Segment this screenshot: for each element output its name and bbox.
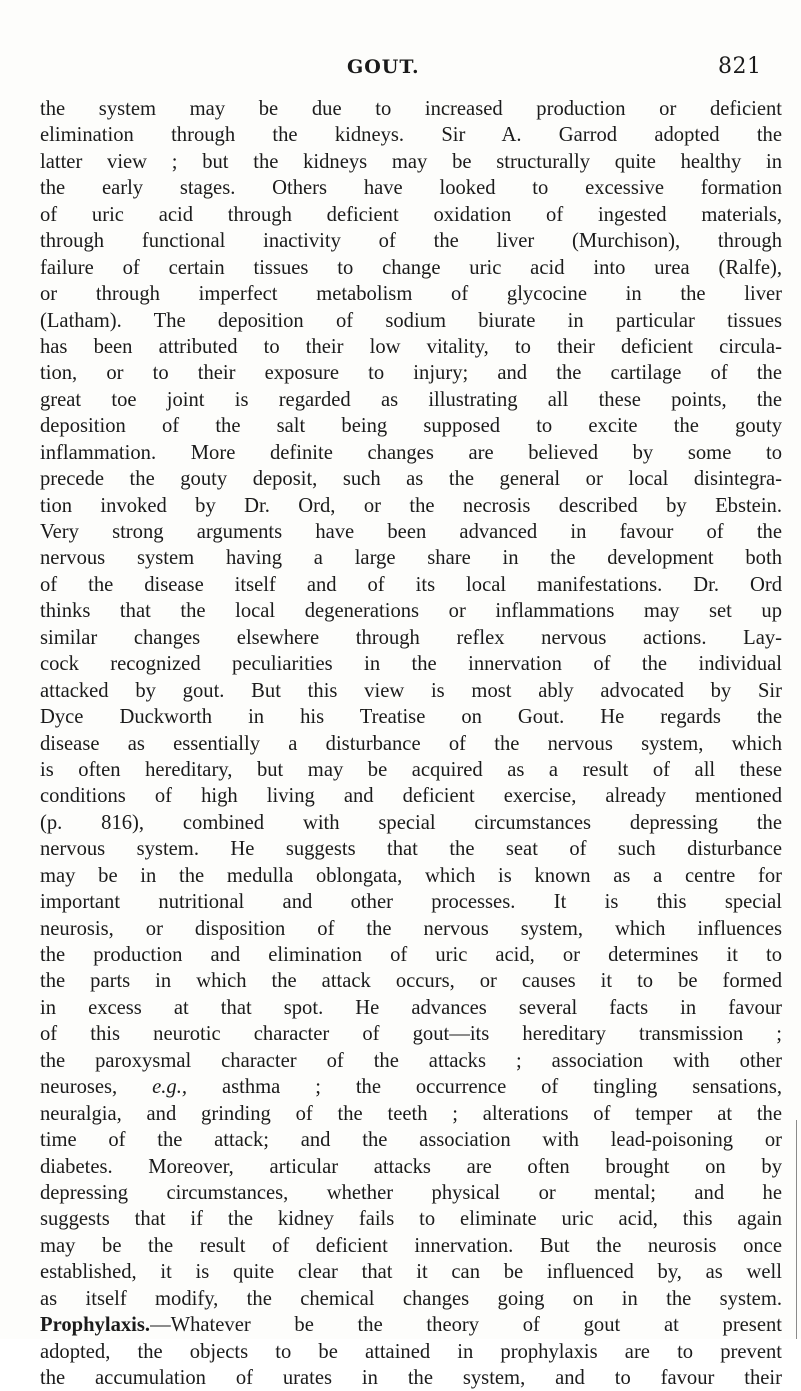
text-line: as itself modify, the chemical changes going on in the system. xyxy=(40,1287,782,1310)
text-line: elimination through the kidneys. Sir A. Garrod adopted the xyxy=(40,124,782,147)
text-line: conditions of high living and deficient exercise, already mentioned xyxy=(40,785,782,808)
running-head xyxy=(0,56,801,86)
text-line: the parts in which the attack occurs, or causes it to be formed xyxy=(40,970,782,993)
text-line: Very strong arguments have been advanced in favour of the xyxy=(40,521,782,543)
text-line: (p. 816), combined with special circumstances depressing the xyxy=(40,811,782,834)
text-line: deposition of the salt being supposed to excite the gouty xyxy=(40,415,782,438)
text-line: thinks that the local degenerations or inflammations may set up xyxy=(40,600,782,623)
text-line: inflammation. More definite changes are believed by some to xyxy=(40,441,782,464)
page-number: 821 xyxy=(718,54,762,79)
text-line: neurosis, or disposition of the nervous system, which influences xyxy=(40,917,782,940)
text-line: important nutritional and other processes. It is this special xyxy=(40,891,782,914)
text-line: nervous system having a large share in the development both xyxy=(40,547,782,570)
text-line: time of the attack; and the association with lead-poisoning or xyxy=(40,1129,782,1152)
text-line: nervous system. He suggests that the seat of such disturbance xyxy=(40,838,782,861)
text-line: tion invoked by Dr. Ord, or the necrosis described by Ebstein. xyxy=(40,494,782,517)
prophylaxis-line xyxy=(40,1312,782,1338)
text-line: Dyce Duckworth in his Treatise on Gout. He regards the xyxy=(40,706,782,729)
text-line: or through imperfect metabolism of glycocine in the liver xyxy=(40,283,782,306)
text-line: diabetes. Moreover, articular attacks are often brought on by xyxy=(40,1155,782,1178)
text-line: is often hereditary, but may be acquired as a result of all these xyxy=(40,758,782,781)
text-line: the paroxysmal character of the attacks ; association with other xyxy=(40,1049,782,1072)
text-line: established, it is quite clear that it can be influenced by, as well xyxy=(40,1261,782,1284)
text-line: adopted, the objects to be attained in prophylaxis are to prevent xyxy=(40,1340,782,1363)
text-line: the production and elimination of uric acid, or determines it to xyxy=(40,944,782,966)
text-line: similar changes elsewhere through reflex nervous actions. Lay- xyxy=(40,626,782,649)
text-line: depressing circumstances, whether physical or mental; and he xyxy=(40,1181,782,1204)
text-line: failure of certain tissues to change uric acid into urea (Ralfe), xyxy=(40,256,782,279)
line-rest: asthma ; the occurrence of tingling sensations, xyxy=(221,1076,782,1099)
text-line: suggests that if the kidney fails to eliminate uric acid, this again xyxy=(40,1208,782,1231)
text-line: tion, or to their exposure to injury; and the cartilage of the xyxy=(40,362,782,385)
text-line: precede the gouty deposit, such as the general or local disintegra- xyxy=(40,468,782,491)
text-line-with-abbreviation xyxy=(40,1074,782,1100)
text-line: the system may be due to increased production or deficient xyxy=(40,98,782,120)
text-line: through functional inactivity of the liver (Murchison), through xyxy=(40,230,782,253)
line-rest: —Whatever be the theory of gout at present xyxy=(150,1314,782,1337)
body-paragraph xyxy=(40,96,782,1391)
text-line: latter view ; but the kidneys may be structurally quite healthy in xyxy=(40,150,782,173)
line-start: neuroses, xyxy=(40,1076,118,1099)
section-heading-prophylaxis: Prophylaxis. xyxy=(40,1314,151,1337)
text-line: of the disease itself and of its local manifestations. Dr. Ord xyxy=(40,573,782,596)
text-line: neuralgia, and grinding of the teeth ; alterations of temper at the xyxy=(40,1102,782,1125)
text-line: disease as essentially a disturbance of the nervous system, which xyxy=(40,732,782,755)
text-line: great toe joint is regarded as illustrating all these points, the xyxy=(40,388,782,411)
text-line: in excess at that spot. He advances several facts in favour xyxy=(40,996,782,1019)
text-line: the accumulation of urates in the system, and to favour their xyxy=(40,1367,782,1389)
eg-abbreviation: e.g., xyxy=(152,1076,188,1099)
text-line: may be the result of deficient innervation. But the neurosis once xyxy=(40,1234,782,1257)
text-line: cock recognized peculiarities in the innervation of the individual xyxy=(40,653,782,676)
text-line: has been attributed to their low vitality, to their deficient circula- xyxy=(40,335,782,358)
text-line: of uric acid through deficient oxidation of ingested materials, xyxy=(40,203,782,226)
text-line: of this neurotic character of gout—its hereditary transmission ; xyxy=(40,1023,782,1046)
text-line: attacked by gout. But this view is most ably advocated by Sir xyxy=(40,679,782,702)
text-line: the early stages. Others have looked to excessive formation xyxy=(40,177,782,200)
running-title: GOUT. xyxy=(347,56,420,78)
page-edge-shadow xyxy=(796,1120,797,1339)
text-line: (Latham). The deposition of sodium biurate in particular tissues xyxy=(40,309,782,332)
text-line: may be in the medulla oblongata, which is known as a centre for xyxy=(40,864,782,887)
